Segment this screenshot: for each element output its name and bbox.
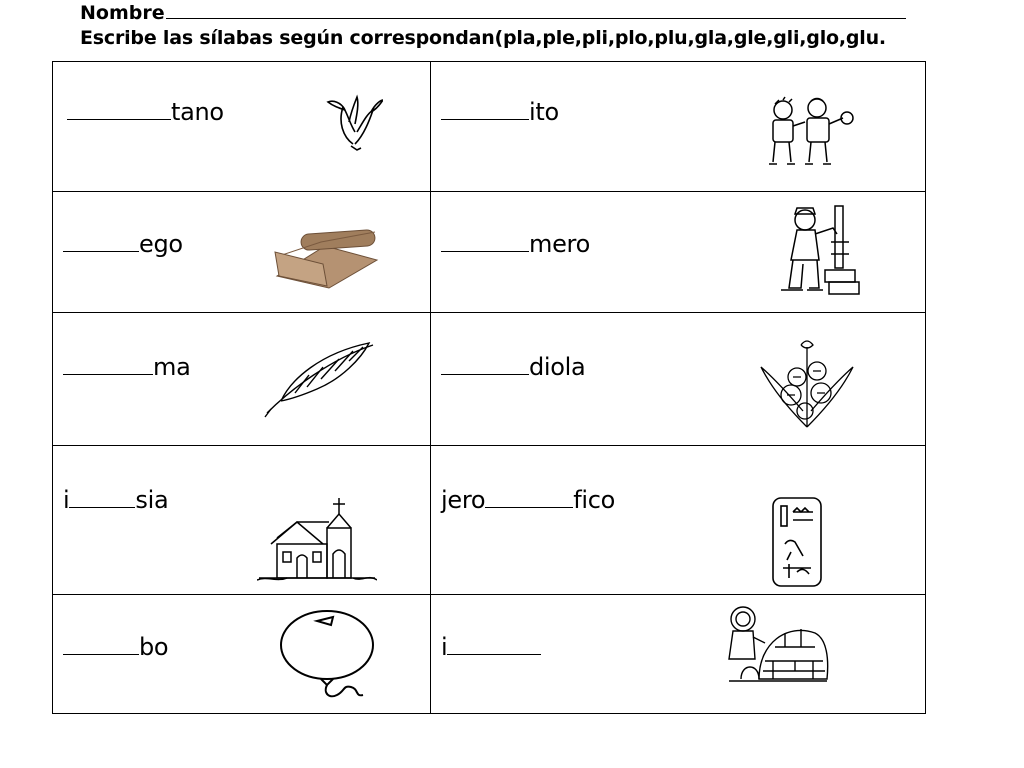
word-item [441, 98, 559, 126]
answer-blank[interactable] [441, 354, 529, 375]
word-item [441, 633, 541, 661]
word-prefix: jero [441, 486, 486, 514]
cell-pluma [53, 313, 431, 446]
word-item [63, 633, 168, 661]
cell-iglu [431, 595, 926, 714]
answer-blank[interactable] [63, 634, 139, 655]
children-fighting-icon [761, 96, 861, 168]
cell-iglesia [53, 446, 431, 595]
word-prefix: i [63, 486, 70, 514]
hieroglyph-icon [769, 494, 825, 590]
answer-blank[interactable] [485, 487, 573, 508]
table-row [53, 62, 926, 192]
cell-jeroglifico [431, 446, 926, 595]
syllable-table [52, 61, 926, 714]
answer-blank[interactable] [63, 231, 139, 252]
word-suffix: tano [171, 98, 224, 126]
banana-icon [323, 92, 383, 152]
word-suffix: ma [153, 353, 191, 381]
cell-gladiola [431, 313, 926, 446]
instructions-text: Escribe las sílabas según correspondan(pla,ple,pli,plo,plu,gla,gle,gli,glo,glu. [80, 27, 886, 49]
word-item [63, 230, 183, 258]
name-row [80, 0, 940, 25]
word-item [63, 353, 191, 381]
word-item [441, 486, 615, 514]
table-row [53, 192, 926, 313]
answer-blank[interactable] [441, 231, 529, 252]
table-row [53, 313, 926, 446]
plumber-icon [779, 204, 863, 300]
word-suffix: mero [529, 230, 590, 258]
word-suffix: ito [529, 98, 559, 126]
cell-pliego [53, 192, 431, 313]
word-suffix: diola [529, 353, 586, 381]
word-suffix: fico [573, 486, 616, 514]
word-item [441, 353, 585, 381]
worksheet-header [80, 0, 940, 51]
word-suffix: bo [139, 633, 169, 661]
gladiolus-flower-icon [757, 337, 857, 429]
name-label: Nombre [80, 2, 165, 24]
table-row [53, 595, 926, 714]
feather-icon [261, 339, 381, 419]
word-item [67, 98, 224, 126]
cell-globo [53, 595, 431, 714]
cell-pleito [431, 62, 926, 192]
answer-blank[interactable] [67, 99, 171, 120]
igloo-icon [725, 603, 829, 689]
cell-plomero [431, 192, 926, 313]
answer-blank[interactable] [441, 99, 529, 120]
word-item [441, 230, 590, 258]
word-prefix: i [441, 633, 448, 661]
cell-platano [53, 62, 431, 192]
church-icon [257, 494, 377, 584]
word-suffix: ego [139, 230, 183, 258]
answer-blank[interactable] [69, 487, 135, 508]
balloon-icon [277, 607, 377, 703]
word-item [63, 486, 168, 514]
answer-blank[interactable] [63, 354, 153, 375]
answer-blank[interactable] [447, 634, 541, 655]
name-blank[interactable] [166, 0, 906, 19]
word-suffix: sia [135, 486, 169, 514]
table-row [53, 446, 926, 595]
paper-roll-icon [271, 222, 381, 292]
